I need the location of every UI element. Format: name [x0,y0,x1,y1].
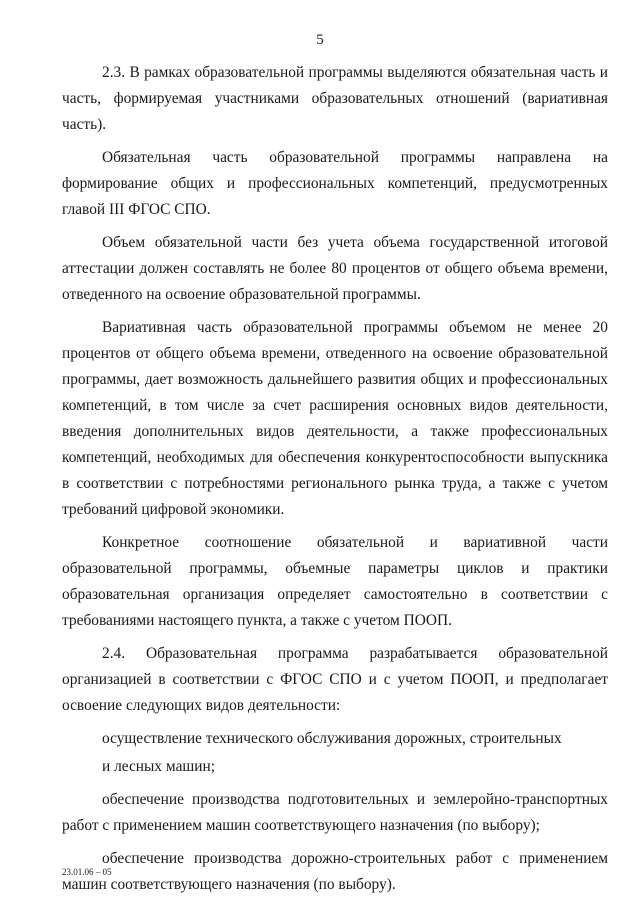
activity-item-maintenance-cont: и лесных машин; [102,758,215,775]
paragraph-mandatory-volume: Объем обязательной части без учета объема государственной итоговой аттестации должен составлять не более 80 процентов от общего объема времени, отведенного на освоение образовательной программы. [62,234,608,303]
paragraph-2-4: 2.4. Образовательная программа разрабатывается образовательной организацией в соответствии с ФГОС СПО и с учетом ПООП, и предполагает освоение следующих видов деятельности: [62,645,608,714]
paragraph-variable-part: Вариативная часть образовательной программы объемом не менее 20 процентов от общего объема времени, отведенного на освоение образовательной программы, дает возможность дальнейшего развития общих и профессиональных компетенций, в том числе за счет расширения основных видов деятельности, введения дополнительных видов деятельности, а также профессиональных компетенций, необходимых для обеспечения конкурентоспособности выпускника в соответствии с потребностями регионального рынка труда, а также с учетом требований цифровой экономики. [62,319,608,518]
activity-item-earthworks: обеспечение производства подготовительных и землеройно-транспортных работ с применением машин соответствующего назначения (по выбору); [62,791,608,834]
activity-item-maintenance: осуществление технического обслуживания дорожных, строительных [102,730,562,747]
paragraph-2-3: 2.3. В рамках образовательной программы выделяются обязательная часть и часть, формируемая участниками образовательных отношений (вариативная часть). [62,64,608,133]
paragraph-ratio: Конкретное соотношение обязательной и вариативной части образовательной программы, объемные параметры циклов и практики образовательная организация определяет самостоятельно в соответствии с требованиями настоящего пункта, а также с учетом ПООП. [62,534,608,629]
document-body [62,60,608,905]
footer-code: 23.01.06 – 05 [62,867,112,877]
activity-item-road-construction: обеспечение производства дорожно-строительных работ с применением машин соответствующего назначения (по выбору). [62,850,608,893]
paragraph-mandatory-part: Обязательная часть образовательной программы направлена на формирование общих и профессиональных компетенций, предусмотренных главой III ФГОС СПО. [62,149,608,218]
page-number: 5 [316,32,324,48]
